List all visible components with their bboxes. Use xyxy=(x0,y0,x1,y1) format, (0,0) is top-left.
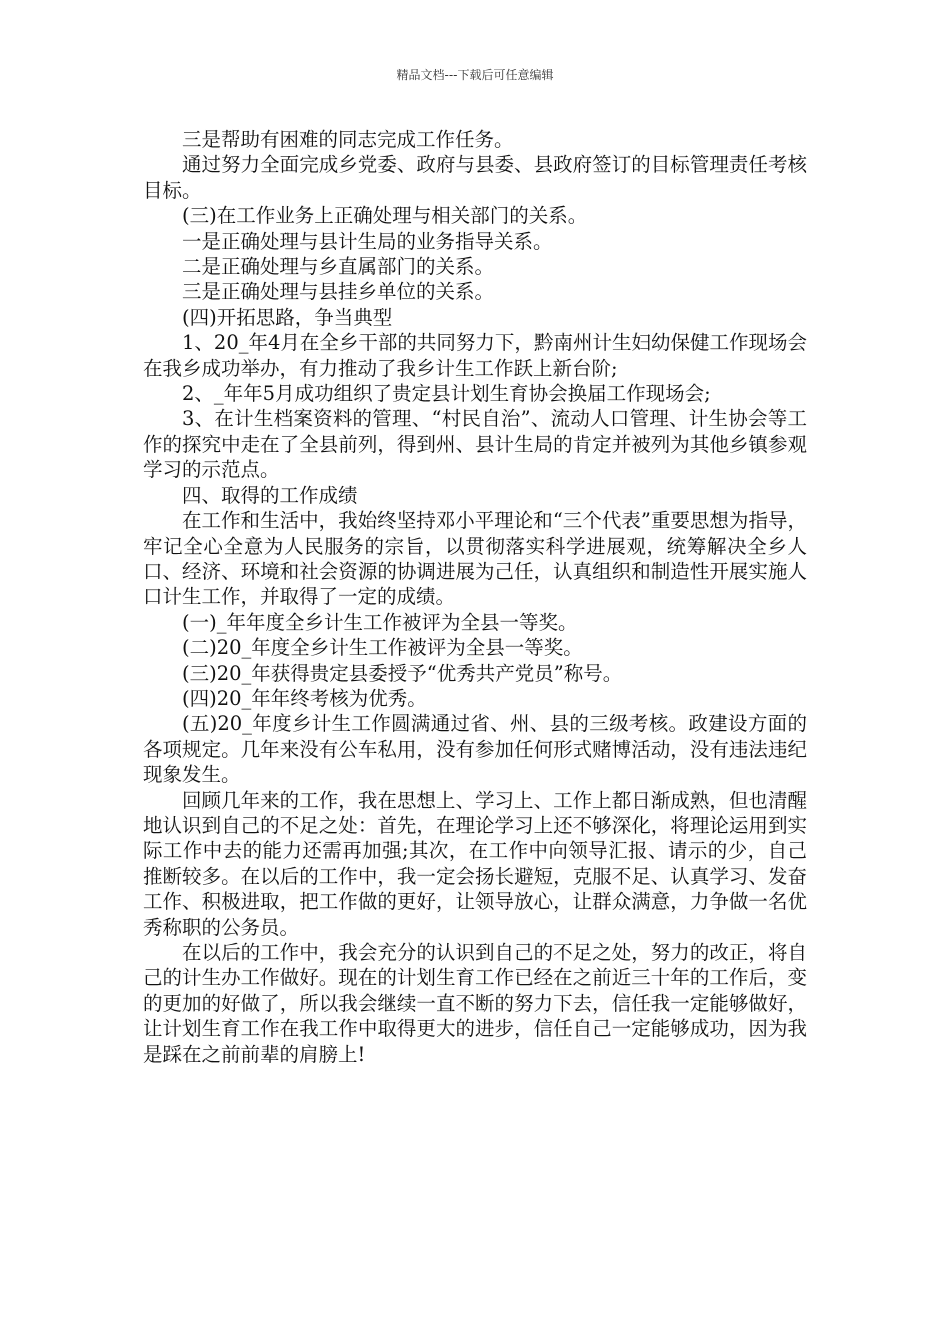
list-item: (三)20_年获得贵定县委授予“优秀共产党员”称号。 xyxy=(182,661,623,685)
section-heading: (三)在工作业务上正确处理与相关部门的关系。 xyxy=(182,204,588,228)
page-header: 精品文档---下载后可任意编辑 xyxy=(396,68,554,82)
section-heading: (四)开拓思路，争当典型 xyxy=(182,305,393,329)
list-item: (二)20_年度全乡计生工作被评为全县一等奖。 xyxy=(182,636,583,660)
section-heading: 四、取得的工作成绩 xyxy=(182,483,358,507)
paragraph: 3、在计生档案资料的管理、“村民自治”、流动人口管理、计生协会等工作的探究中走在了全县前列，得到州、县计生局的肯定并被列为其他乡镇参观学习的示范点。 xyxy=(143,407,807,482)
paragraph: 三是正确处理与县挂乡单位的关系。 xyxy=(182,280,495,304)
paragraph: 在以后的工作中，我会充分的认识到自己的不足之处，努力的改正，将自己的计生办工作做好。现在的计划生育工作已经在之前近三十年的工作后，变的更加的好做了，所以我会继续一直不断的努力下去，信任我一定能够做好，让计划生育工作在我工作中取得更大的进步，信任自己一定能够成功，因为我是踩在之前前辈的肩膀上! xyxy=(143,941,807,1066)
paragraph: 二是正确处理与乡直属部门的关系。 xyxy=(182,255,495,279)
list-item: (四)20_年年终考核为优秀。 xyxy=(182,686,427,710)
paragraph: 通过努力全面完成乡党委、政府与县委、县政府签订的目标管理责任考核目标。 xyxy=(143,153,807,202)
paragraph: 一是正确处理与县计生局的业务指导关系。 xyxy=(182,229,553,253)
paragraph: 三是帮助有困难的同志完成工作任务。 xyxy=(182,128,514,151)
paragraph: 在工作和生活中，我始终坚持邓小平理论和“三个代表”重要思想为指导，牢记全心全意为人民服务的宗旨，以贯彻落实科学进展观，统筹解决全乡人口、经济、环境和社会资源的协调进展为己任，认真组织和制造性开展实施人口计生工作，并取得了一定的成绩。 xyxy=(143,509,807,609)
list-item: (一)_年年度全乡计生工作被评为全县一等奖。 xyxy=(182,610,578,634)
list-item: (五)20_年度乡计生工作圆满通过省、州、县的三级考核。政建设方面的各项规定。几年来没有公车私用，没有参加任何形式赌博活动，没有违法违纪现象发生。 xyxy=(143,712,807,787)
paragraph: 2、_年年5月成功组织了贵定县计划生育协会换届工作现场会; xyxy=(182,382,711,406)
paragraph: 回顾几年来的工作，我在思想上、学习上、工作上都日渐成熟，但也清醒地认识到自己的不足之处：首先，在理论学习上还不够深化，将理论运用到实际工作中去的能力还需再加强;其次，在工作中向领导汇报、请示的少，自己推断较多。在以后的工作中，我一定会扬长避短，克服不足、认真学习、发奋工作、积极进取，把工作做的更好，让领导放心，让群众满意，力争做一名优秀称职的公务员。 xyxy=(143,788,807,939)
paragraph: 1、20_年4月在全乡干部的共同努力下，黔南州计生妇幼保健工作现场会在我乡成功举办，有力推动了我乡计生工作跃上新台阶; xyxy=(143,331,807,380)
document-body xyxy=(143,127,807,1067)
